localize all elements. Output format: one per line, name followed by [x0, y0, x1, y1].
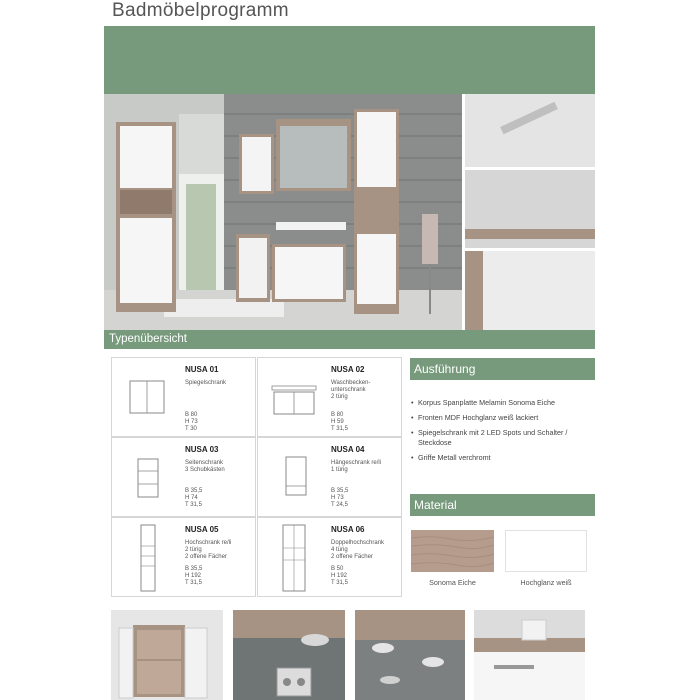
swatch-hochglanz-weiss — [505, 530, 587, 572]
type-desc: Seitenschrank 3 Schubkästen — [185, 460, 225, 473]
type-dims: B 35,5 H 73 T 24,5 — [331, 488, 349, 508]
type-cell-nusa-02 — [257, 357, 402, 437]
wall-cabinet-drawing — [285, 456, 307, 496]
double-tall-cabinet-drawing — [282, 524, 306, 592]
feature-item: • Spiegelschrank mit 2 LED Spots und Schalter / Steckdose — [410, 428, 595, 448]
type-cell-nusa-03 — [111, 437, 256, 517]
type-code: NUSA 06 — [331, 525, 365, 534]
type-code: NUSA 04 — [331, 445, 365, 454]
detail-photo-mirror-cabinet — [111, 610, 223, 700]
type-cell-nusa-06 — [257, 517, 402, 597]
type-code: NUSA 03 — [185, 445, 219, 454]
type-code: NUSA 02 — [331, 365, 365, 374]
type-code: NUSA 01 — [185, 365, 219, 374]
detail-photo-led-spot — [233, 610, 345, 700]
feature-item: • Korpus Spanplatte Melamin Sonoma Eiche — [410, 398, 595, 408]
hero-photo — [104, 94, 595, 330]
detail-photo-spots — [355, 610, 465, 700]
feature-item: • Griffe Metall verchromt — [410, 453, 595, 463]
type-overview-grid — [111, 357, 402, 597]
side-cabinet-drawing — [137, 458, 159, 498]
sink-cabinet-drawing — [271, 384, 317, 416]
type-cell-nusa-05 — [111, 517, 256, 597]
type-cell-nusa-04 — [257, 437, 402, 517]
mirror-cabinet-drawing — [129, 380, 165, 414]
type-dims: B 80 H 59 T 31,5 — [331, 412, 348, 432]
type-desc: Spiegelschrank — [185, 380, 227, 386]
type-dims: B 35,5 H 74 T 31,5 — [185, 488, 203, 508]
type-code: NUSA 05 — [185, 525, 219, 534]
type-cell-nusa-01 — [111, 357, 256, 437]
page-title: Badmöbelprogramm — [112, 0, 289, 21]
type-desc: Hängeschrank re/li 1 türig — [331, 460, 382, 473]
type-desc: Doppelhochschrank 4 türig 2 offene Fächer — [331, 540, 385, 560]
swatch-sonoma-eiche — [411, 530, 494, 572]
ausfuehrung-list — [410, 398, 595, 468]
type-desc: Hochschrank re/li 2 türig 2 offene Fächer — [185, 540, 232, 560]
detail-photo-sink — [474, 610, 585, 700]
ausfuehrung-header: Ausführung — [410, 358, 595, 380]
type-dims: B 50 H 192 T 31,5 — [331, 566, 348, 586]
swatch-label: Sonoma Eiche — [429, 578, 476, 587]
swatch-label: Hochglanz weiß — [520, 578, 572, 587]
type-dims: B 80 H 73 T 30 — [185, 412, 198, 432]
type-desc: Waschbecken- unterschrank 2 türig — [331, 380, 371, 400]
typenuebersicht-bar: Typenübersicht — [104, 330, 595, 349]
header-band — [104, 26, 595, 94]
type-dims: B 35,5 H 192 T 31,5 — [185, 566, 203, 586]
tall-cabinet-drawing — [140, 524, 156, 592]
material-header: Material — [410, 494, 595, 516]
feature-item: • Fronten MDF Hochglanz weiß lackiert — [410, 413, 595, 423]
